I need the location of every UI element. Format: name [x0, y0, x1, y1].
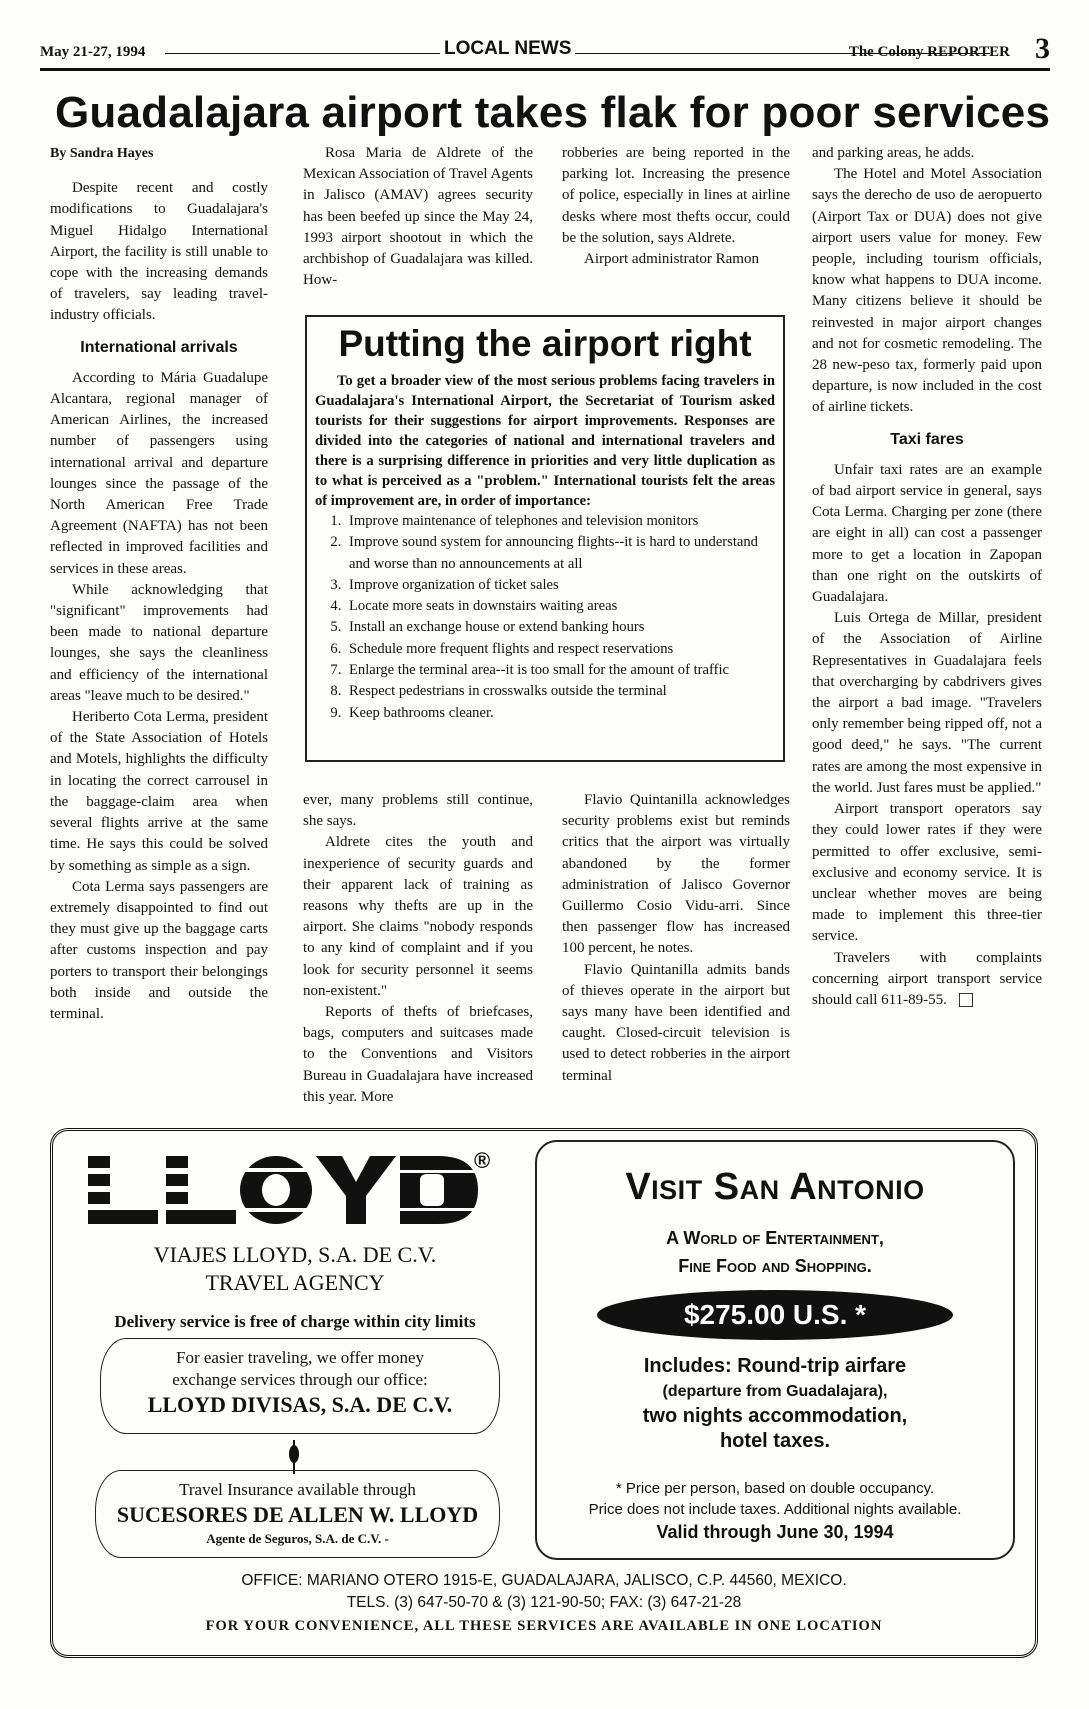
paragraph: robberies are being reported in the parking lot. Increasing the presence of police, especially in lines at airline desks where most thefts occur, could be the solution, says Aldrete. [562, 145, 790, 246]
list-item: 5. Install an exchange house or extend banking hours [345, 617, 775, 638]
article-column-3-bottom [562, 790, 790, 1087]
paragraph: While acknowledging that "significant" improvements had been made to national departure lounges, she says the cleanliness and efficiency of the international areas "leave much to be desired." [50, 581, 268, 704]
byline: By Sandra Hayes [50, 146, 154, 161]
bubble-line: Agente de Seguros, S.A. de C.V. - [206, 1531, 389, 1546]
issue-date: May 21-27, 1994 [40, 44, 146, 60]
closing-paragraph-text: Travelers with complaints concerning airport transport service should call 611-89-55. [812, 949, 1042, 1008]
agency-type: TRAVEL AGENCY [205, 1270, 385, 1295]
delivery-note: Delivery service is free of charge within city limits [114, 1312, 476, 1331]
sidebar-box [305, 315, 785, 762]
bubble-company: SUCESORES DE ALLEN W. LLOYD [116, 1502, 479, 1527]
registered-mark: ® [474, 1148, 491, 1173]
article-column-4 [812, 143, 1042, 1011]
header-thick-rule [40, 68, 1050, 71]
validity-note: Valid through June 30, 1994 [656, 1522, 894, 1542]
paragraph: The Hotel and Motel Association says the derecho de uso de aeropuerto (Airport Tax or DUA) does not give airport users value for money. Few people, including tourism officials, know what happens to DUA income. Many citizens believe it should be reinvested in major airport changes and not for cosmetic remodeling. The 28 new-peso tax, formerly paid upon departure, is now included in the cost of airline tickets. [812, 166, 1042, 416]
price-notes [537, 1478, 1013, 1520]
section-label: LOCAL NEWS [440, 38, 575, 60]
sidebar-title: Putting the airport right [338, 323, 752, 364]
headline: Guadalajara airport takes flak for poor services [55, 88, 1051, 137]
improvement-list [315, 511, 775, 724]
paragraph: Heriberto Cota Lerma, president of the State Association of Hotels and Motels, highlights the difficulty in locating the correct carrousel in the baggage-claim area when several flights arrive at the same time. He says this could be solved by something as simple as a sign. [50, 709, 268, 874]
price-note: Price does not include taxes. Additional nights available. [588, 1501, 962, 1518]
insurance-bubble [95, 1470, 500, 1558]
lloyd-logo [88, 1148, 478, 1238]
page-number: 3 [1035, 32, 1050, 65]
end-mark-icon [959, 993, 973, 1007]
address-line: OFFICE: MARIANO OTERO 1915-E, GUADALAJARA, JALISCO, C.P. 44560, MEXICO. [241, 1572, 847, 1589]
paragraph: Aldrete cites the youth and inexperience of security guards and their apparent lack of training as reasons why thefts are up in the airport. She claims "nobody responds to any kind of complaint and if you look for security personnel it seems non-existent." [303, 834, 533, 999]
paragraph: Flavio Quintanilla admits bands of thieves operate in the airport but says many have been identified and caught. Closed-circuit television is used to detect robberies in the airport terminal [562, 961, 790, 1084]
article-column-1 [50, 143, 268, 1025]
list-item: 4. Locate more seats in downstairs waiting areas [345, 596, 775, 617]
office-address [50, 1570, 1038, 1614]
includes-line: Includes: Round-trip airfare [643, 1355, 907, 1377]
paragraph: Airport administrator Ramon [584, 251, 759, 268]
page-header [40, 32, 1050, 70]
paragraph: Cota Lerma says passengers are extremely disappointed to find out they must give up the baggage carts after customs inspection and pay porters to transport their belongings both inside and outside the terminal. [50, 878, 268, 1022]
subhead-taxi-fares: Taxi fares [890, 430, 964, 448]
price-note: * Price per person, based on double occupancy. [615, 1480, 935, 1497]
ad-subtitle-line: Fine Food and Shopping. [678, 1256, 872, 1276]
package-includes [537, 1354, 1013, 1454]
list-item: 3. Improve organization of ticket sales [345, 575, 775, 596]
list-item: 6. Schedule more frequent flights and respect reservations [345, 639, 775, 660]
connector-pin-icon [289, 1440, 299, 1474]
ad-title: Visit San Antonio [625, 1166, 925, 1208]
ad-subtitle-line: A World of Entertainment, [666, 1228, 884, 1248]
convenience-banner: FOR YOUR CONVENIENCE, ALL THESE SERVICES ARE AVAILABLE IN ONE LOCATION [205, 1618, 883, 1634]
bubble-line: exchange services through our office: [172, 1370, 428, 1389]
lloyd-ad [70, 1140, 520, 1560]
article-column-2-top [303, 143, 533, 291]
bubble-company: LLOYD DIVISAS, S.A. DE C.V. [147, 1392, 453, 1417]
paragraph: Reports of thefts of briefcases, bags, computers and suitcases made to the Conventions and Visitors Bureau in Guadalajara have increased this year. More [303, 1004, 533, 1105]
paragraph: Rosa Maria de Aldrete of the Mexican Association of Travel Agents in Jalisco (AMAV) agrees security has been beefed up since the May 24, 1993 airport shootout in which the archbishop of Guadalajara was killed. How- [303, 145, 533, 289]
phone-line: TELS. (3) 647-50-70 & (3) 121-90-50; FAX: (3) 647-21-28 [346, 1594, 742, 1611]
paragraph: Despite recent and costly modifications to Guadalajara's Miguel Hidalgo International Airport, the facility is still unable to cope with the increasing demands of travelers, say leading travel-industry officials. [50, 180, 268, 324]
agency-name: VIAJES LLOYD, S.A. DE C.V. [153, 1242, 437, 1267]
san-antonio-ad [535, 1140, 1015, 1560]
sidebar-intro: To get a broader view of the most serious problems facing travelers in Guadalajara's International Airport, the Secretariat of Tourism asked tourists for their suggestions for airport improvements. Responses are divided into the categories of national and international travelers and there is a surprising difference in priorities and very little duplication as to what is perceived as a "problem." International tourists felt the areas of improvement are, in order of importance: [315, 373, 775, 509]
includes-line: hotel taxes. [719, 1430, 831, 1452]
article-column-2-bottom [303, 790, 533, 1108]
paragraph: Flavio Quintanilla acknowledges security problems exist but reminds critics that the airport was virtually abandoned by the former administration of Jalisco Governor Guillermo Cosio Vidu-arri. Since then passenger flow has increased 100 percent, he notes. [562, 792, 790, 957]
list-item: 1. Improve maintenance of telephones and television monitors [345, 511, 775, 532]
includes-line: two nights accommodation, [642, 1405, 908, 1427]
paragraph [812, 948, 1042, 1012]
paragraph: According to Mária Guadalupe Alcantara, regional manager of American Airlines, the increased number of passengers using international arrival and departure lounges since the passage of the North American Free Trade Agreement (NAFTA) has not been reflected in improved facilities and services in these areas. [50, 369, 268, 577]
list-item: 7. Enlarge the terminal area--it is too small for the amount of traffic [345, 660, 775, 681]
subhead-international-arrivals: International arrivals [80, 338, 238, 356]
list-item: 9. Keep bathrooms cleaner. [345, 703, 775, 724]
paragraph: and parking areas, he adds. [812, 145, 975, 161]
newspaper-name: The Colony REPORTER [848, 44, 1010, 60]
list-item: 2. Improve sound system for announcing flights--it is hard to understand and worse than no announcements at all [345, 532, 775, 575]
price-badge: $275.00 U.S. * [597, 1290, 953, 1340]
ad-subtitle [537, 1224, 1013, 1280]
list-item: 8. Respect pedestrians in crosswalks outside the terminal [345, 681, 775, 702]
paragraph: Airport transport operators say they could lower rates if they were permitted to offer exclusive, semi-exclusive and economy service. It is unclear whether moves are being made to implement this three-tier service. [812, 801, 1042, 945]
includes-line: (departure from Guadalajara), [662, 1383, 888, 1400]
paragraph: Luis Ortega de Millar, president of the Association of Airline Representatives in Guadalajara feels that overcharging by cabdrivers gives the airport a bad image. "Travelers only remember being ripped off, not a good deed," he says. "The current rates are among the most expensive in the world. Just fares must be applied." [812, 610, 1042, 796]
paragraph: Unfair taxi rates are an example of bad airport service in general, says Cota Lerma. Charging per zone (there are eight in all) can cost a passenger more to get a location in Zapopan than one right on the outskirts of Guadalajara. [812, 461, 1042, 606]
article-column-3-top [562, 143, 790, 270]
bubble-line: For easier traveling, we offer money [176, 1348, 424, 1367]
bubble-line: Travel Insurance available through [179, 1480, 416, 1499]
paragraph: ever, many problems still continue, she says. [303, 792, 533, 830]
exchange-bubble [100, 1338, 500, 1434]
